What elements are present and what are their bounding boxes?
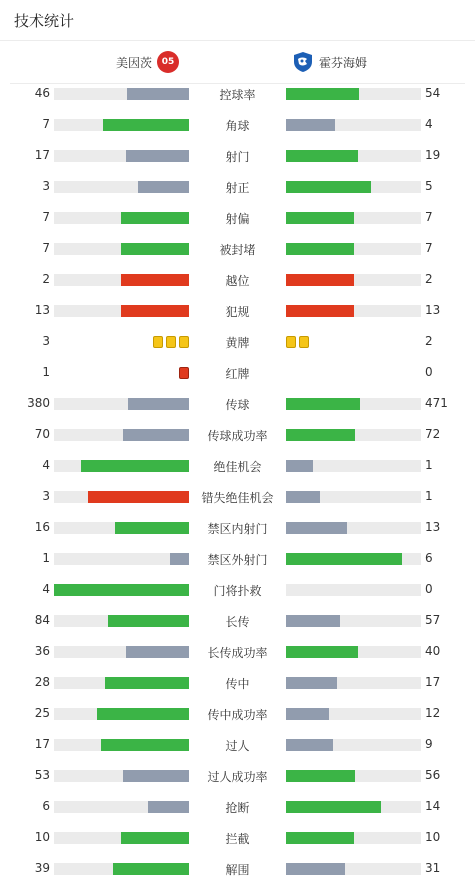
stat-row [0,730,475,761]
home-team[interactable] [116,51,179,73]
away-value: 5 [425,179,433,193]
home-bar-track [54,832,189,844]
stat-label: 门将扑救 [213,584,262,598]
yellow-card-icon [179,336,189,348]
home-bar-track [54,646,189,658]
away-bar-track [286,181,421,193]
home-bar-track [54,398,189,410]
home-cards [179,367,189,379]
away-value: 2 [425,334,433,348]
away-value: 54 [425,86,441,100]
away-value: 31 [425,861,441,875]
yellow-card-icon [299,336,309,348]
away-value: 56 [425,768,441,782]
stat-row [0,79,475,110]
away-value: 72 [425,427,441,441]
home-bar-track [54,491,189,503]
home-bar-fill [103,119,189,131]
home-bar-track [54,770,189,782]
home-bar-fill [127,88,189,100]
away-value: 40 [425,644,441,658]
home-value: 46 [34,86,50,100]
home-value: 6 [42,799,50,813]
away-value: 19 [425,148,441,162]
away-bar-track [286,708,421,720]
home-bar-fill [115,522,189,534]
away-bar-fill [286,522,347,534]
away-bar-fill [286,491,320,503]
home-team-name: 美因茨 [115,55,152,70]
stat-row [0,606,475,637]
stat-row [0,482,475,513]
away-bar-fill [286,243,354,255]
away-bar-fill [286,150,358,162]
away-bar-fill [286,119,335,131]
home-bar-track [54,305,189,317]
away-bar-track [286,801,421,813]
home-bar-fill [97,708,189,720]
away-bar-track [286,305,421,317]
home-bar-track [54,677,189,689]
away-bar-track [286,677,421,689]
away-team[interactable] [292,51,367,73]
home-bar-fill [81,460,189,472]
page-title: 技术统计 [14,12,75,30]
home-value: 10 [34,830,50,844]
stat-label: 抢断 [225,801,250,815]
home-bar-fill [128,398,189,410]
home-value: 7 [42,210,50,224]
stat-label: 被封堵 [219,243,256,257]
away-bar-track [286,615,421,627]
stat-row [0,265,475,296]
home-value: 36 [34,644,50,658]
home-bar-fill [121,274,189,286]
home-bar-fill [88,491,189,503]
stat-label: 射门 [225,150,250,164]
stat-row [0,141,475,172]
home-bar-track [54,150,189,162]
home-bar-fill [148,801,189,813]
away-bar-track [286,646,421,658]
away-bar-fill [286,553,402,565]
away-value: 57 [425,613,441,627]
stat-label: 红牌 [225,367,250,381]
stat-label: 过人 [225,739,250,753]
away-bar-track [286,243,421,255]
stat-row [0,451,475,482]
away-value: 7 [425,210,433,224]
home-bar-track [54,429,189,441]
stat-label: 绝佳机会 [213,460,262,474]
stat-row [0,668,475,699]
away-bar-fill [286,88,359,100]
stat-row [0,699,475,730]
stat-label: 拦截 [225,832,250,846]
home-value: 1 [42,365,50,379]
away-value: 12 [425,706,441,720]
home-value: 70 [34,427,50,441]
stat-row [0,854,475,885]
stat-label: 禁区外射门 [207,553,268,567]
home-bar-track [54,553,189,565]
stat-row [0,513,475,544]
stat-label: 传中 [225,677,250,691]
home-value: 2 [42,272,50,286]
away-team-logo [292,51,314,73]
away-bar-track [286,863,421,875]
away-bar-fill [286,460,313,472]
stat-label: 禁区内射门 [207,522,268,536]
away-bar-fill [286,708,329,720]
home-bar-fill [54,584,189,596]
away-bar-track [286,460,421,472]
home-cards [153,336,189,348]
away-value: 14 [425,799,441,813]
stat-row [0,544,475,575]
stat-row [0,575,475,606]
home-bar-fill [123,429,189,441]
away-bar-fill [286,770,355,782]
teams-bar [10,41,465,84]
stat-row [0,327,475,358]
stat-label: 长传成功率 [207,646,268,660]
home-bar-fill [105,677,189,689]
away-bar-fill [286,801,381,813]
stat-label: 传球成功率 [207,429,268,443]
away-value: 13 [425,303,441,317]
away-bar-track [286,212,421,224]
away-bar-fill [286,212,354,224]
stat-label: 传中成功率 [207,708,268,722]
home-bar-fill [121,212,189,224]
home-bar-track [54,708,189,720]
away-bar-fill [286,739,333,751]
stat-row [0,234,475,265]
home-bar-fill [121,243,189,255]
home-bar-track [54,212,189,224]
home-bar-fill [170,553,189,565]
home-value: 25 [34,706,50,720]
away-team-name: 霍芬海姆 [319,55,368,70]
stat-label: 射正 [225,181,250,195]
home-bar-track [54,119,189,131]
away-value: 0 [425,365,433,379]
away-value: 1 [425,489,433,503]
away-value: 471 [425,396,448,410]
away-value: 7 [425,241,433,255]
home-value: 3 [42,489,50,503]
away-bar-track [286,398,421,410]
home-value: 7 [42,117,50,131]
stat-label: 角球 [225,119,250,133]
stat-label: 解围 [225,863,250,877]
home-bar-track [54,584,189,596]
away-bar-track [286,150,421,162]
stat-row [0,172,475,203]
home-bar-fill [121,832,189,844]
stat-row [0,110,475,141]
away-value: 6 [425,551,433,565]
home-bar-track [54,801,189,813]
home-value: 1 [42,551,50,565]
home-bar-fill [113,863,189,875]
away-bar-fill [286,832,354,844]
yellow-card-icon [166,336,176,348]
away-bar-track [286,429,421,441]
away-bar-fill [286,274,354,286]
home-value: 3 [42,334,50,348]
home-bar-track [54,615,189,627]
stat-row [0,203,475,234]
red-card-icon [179,367,189,379]
stat-row [0,296,475,327]
away-value: 10 [425,830,441,844]
home-bar-fill [101,739,189,751]
away-bar-track [286,553,421,565]
away-cards [286,336,309,348]
home-bar-fill [123,770,189,782]
home-value: 39 [34,861,50,875]
away-value: 1 [425,458,433,472]
away-value: 2 [425,272,433,286]
away-value: 0 [425,582,433,596]
home-bar-track [54,739,189,751]
home-team-logo: 05 [157,51,179,73]
home-value: 17 [34,737,50,751]
home-bar-fill [121,305,189,317]
home-bar-fill [126,646,189,658]
home-bar-fill [138,181,189,193]
home-bar-fill [108,615,189,627]
away-bar-track [286,522,421,534]
stat-label: 过人成功率 [207,770,268,784]
home-bar-track [54,243,189,255]
home-bar-track [54,460,189,472]
away-bar-fill [286,181,371,193]
away-bar-track [286,119,421,131]
away-bar-fill [286,615,340,627]
home-value: 380 [27,396,50,410]
home-value: 28 [34,675,50,689]
away-value: 13 [425,520,441,534]
home-value: 84 [34,613,50,627]
home-value: 3 [42,179,50,193]
stat-row [0,792,475,823]
away-bar-track [286,770,421,782]
home-value: 17 [34,148,50,162]
home-bar-track [54,863,189,875]
away-value: 4 [425,117,433,131]
home-bar-fill [126,150,189,162]
stats-header [0,0,475,41]
home-value: 53 [34,768,50,782]
away-bar-track [286,88,421,100]
away-bar-fill [286,646,358,658]
home-bar-track [54,181,189,193]
home-bar-track [54,88,189,100]
away-bar-fill [286,305,354,317]
away-bar-fill [286,677,337,689]
stat-row [0,761,475,792]
stat-label: 黄牌 [225,336,250,350]
stat-label: 越位 [225,274,250,288]
stat-row [0,389,475,420]
stat-label: 射偏 [225,212,250,226]
stat-label: 控球率 [219,88,256,102]
away-bar-track [286,491,421,503]
away-bar-track [286,832,421,844]
stat-label: 长传 [225,615,250,629]
yellow-card-icon [286,336,296,348]
stat-label: 传球 [225,398,250,412]
away-bar-fill [286,398,360,410]
stat-row [0,823,475,854]
home-bar-track [54,522,189,534]
away-bar-track [286,584,421,596]
home-value: 13 [34,303,50,317]
home-value: 4 [42,458,50,472]
away-bar-fill [286,863,345,875]
stat-row [0,637,475,668]
home-value: 7 [42,241,50,255]
away-value: 9 [425,737,433,751]
home-value: 4 [42,582,50,596]
away-bar-track [286,274,421,286]
away-bar-track [286,739,421,751]
home-value: 16 [34,520,50,534]
home-bar-track [54,274,189,286]
stat-row [0,420,475,451]
stat-row [0,358,475,389]
away-value: 17 [425,675,441,689]
yellow-card-icon [153,336,163,348]
away-bar-fill [286,429,355,441]
stat-label: 错失绝佳机会 [201,491,274,505]
stat-label: 犯规 [225,305,250,319]
